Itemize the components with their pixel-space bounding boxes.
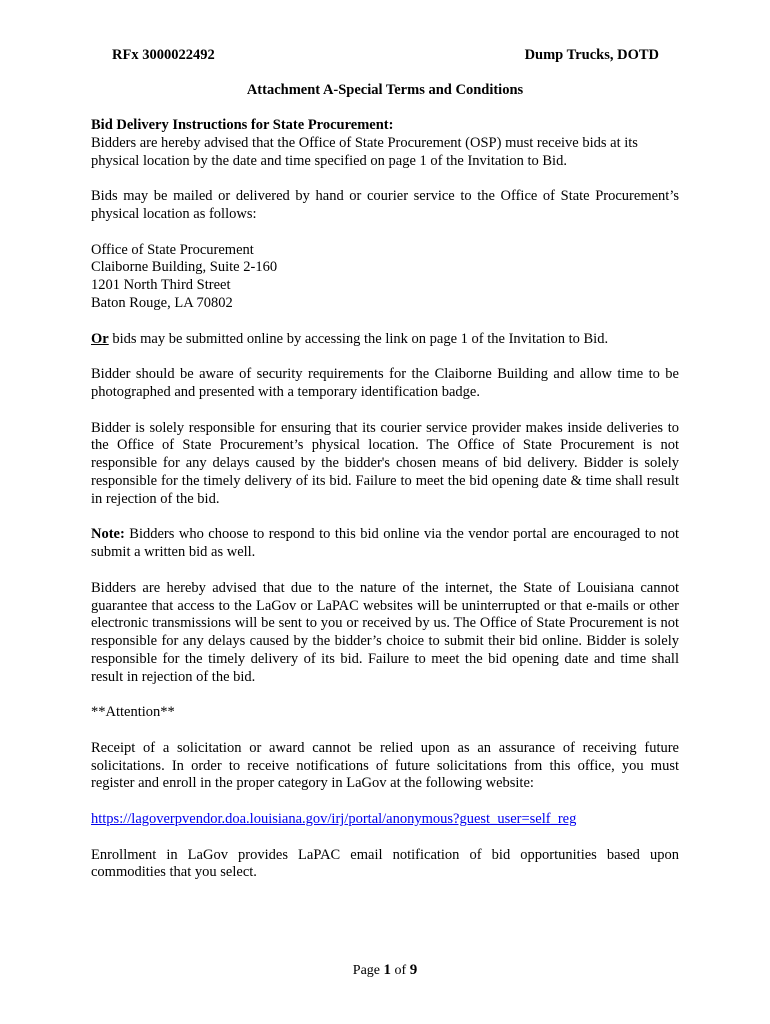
- paragraph-enrollment: Enrollment in LaGov provides LaPAC email notification of bid opportunities based upon commodities that you select.: [91, 846, 679, 881]
- header-title-right: Dump Trucks, DOTD: [524, 47, 659, 63]
- page-footer: [0, 962, 770, 979]
- paragraph-internet-disclaimer: Bidders are hereby advised that due to the nature of the internet, the State of Louisiana cannot guarantee that access to the LaGov or LaPAC websites will be uninterrupted or that e-mails or other electronic transmissions will be sent to you or received by us. The Office of State Procurement is not responsible for any delays caused by the bidder’s choice to submit their bid online. Bidder is solely responsible for the timely delivery of its bid. Failure to meet the bid opening date and time shall result in rejection of the bid.: [91, 579, 679, 685]
- attention-label: **Attention**: [91, 704, 175, 721]
- section-heading: Bid Delivery Instructions for State Procurement:: [91, 117, 394, 133]
- note-label: Note:: [91, 526, 125, 543]
- current-page-number: 1: [383, 962, 392, 978]
- total-pages-number: 9: [409, 962, 418, 978]
- of-word: of: [394, 963, 407, 978]
- document-body: [91, 117, 679, 882]
- address-line-1: Office of State Procurement: [91, 241, 254, 258]
- address-block: [91, 242, 679, 313]
- or-emphasis: Or: [91, 330, 109, 347]
- paragraph-online-option: [91, 331, 679, 349]
- paragraph-notifications: Receipt of a solicitation or award cannot be relied upon as an assurance of receiving future solicitations. In order to receive notifications of future solicitations from this office, you must register and enroll in the proper category in LaGov at the following website:: [91, 739, 679, 792]
- paragraph-note: [91, 526, 679, 562]
- link-paragraph: [91, 811, 679, 829]
- address-line-3: 1201 North Third Street: [91, 277, 231, 294]
- paragraph-delivery-method: Bids may be mailed or delivered by hand or courier service to the Office of State Procurement’s physical location as follows:: [91, 188, 679, 222]
- paragraph-courier-responsibility: Bidder is solely responsible for ensuring that its courier service provider makes inside deliveries to the Office of State Procurement’s physical location. The Office of State Procurement is not responsible for any delays caused by the bidder's chosen means of bid delivery. Bidder is solely responsible for the timely delivery of its bid. Failure to meet the bid opening date & time shall result in rejection of the bid.: [91, 419, 679, 507]
- note-text: Bidders who choose to respond to this bid online via the vendor portal are encouraged to not submit a written bid as well.: [91, 526, 679, 561]
- attachment-title: Attachment A-Special Terms and Conditions: [246, 82, 524, 98]
- bid-delivery-section: [91, 117, 679, 170]
- lagov-registration-link[interactable]: https://lagoverpvendor.doa.louisiana.gov/irj/portal/anonymous?guest_user=self_reg: [91, 811, 577, 828]
- page-word: Page: [352, 963, 381, 978]
- paragraph-security: Bidder should be aware of security requirements for the Claiborne Building and allow time to be photographed and presented with a temporary identification badge.: [91, 366, 679, 400]
- address-line-4: Baton Rouge, LA 70802: [91, 294, 233, 311]
- online-option-text: bids may be submitted online by accessing the link on page 1 of the Invitation to Bid.: [108, 330, 609, 347]
- address-line-2: Claiborne Building, Suite 2-160: [91, 259, 278, 276]
- paragraph-osp-receipt: Bidders are hereby advised that the Office of State Procurement (OSP) must receive bids at its physical location by the date and time specified on page 1 of the Invitation to Bid.: [91, 134, 638, 169]
- header-rfx-number: RFx 3000022492: [112, 47, 215, 63]
